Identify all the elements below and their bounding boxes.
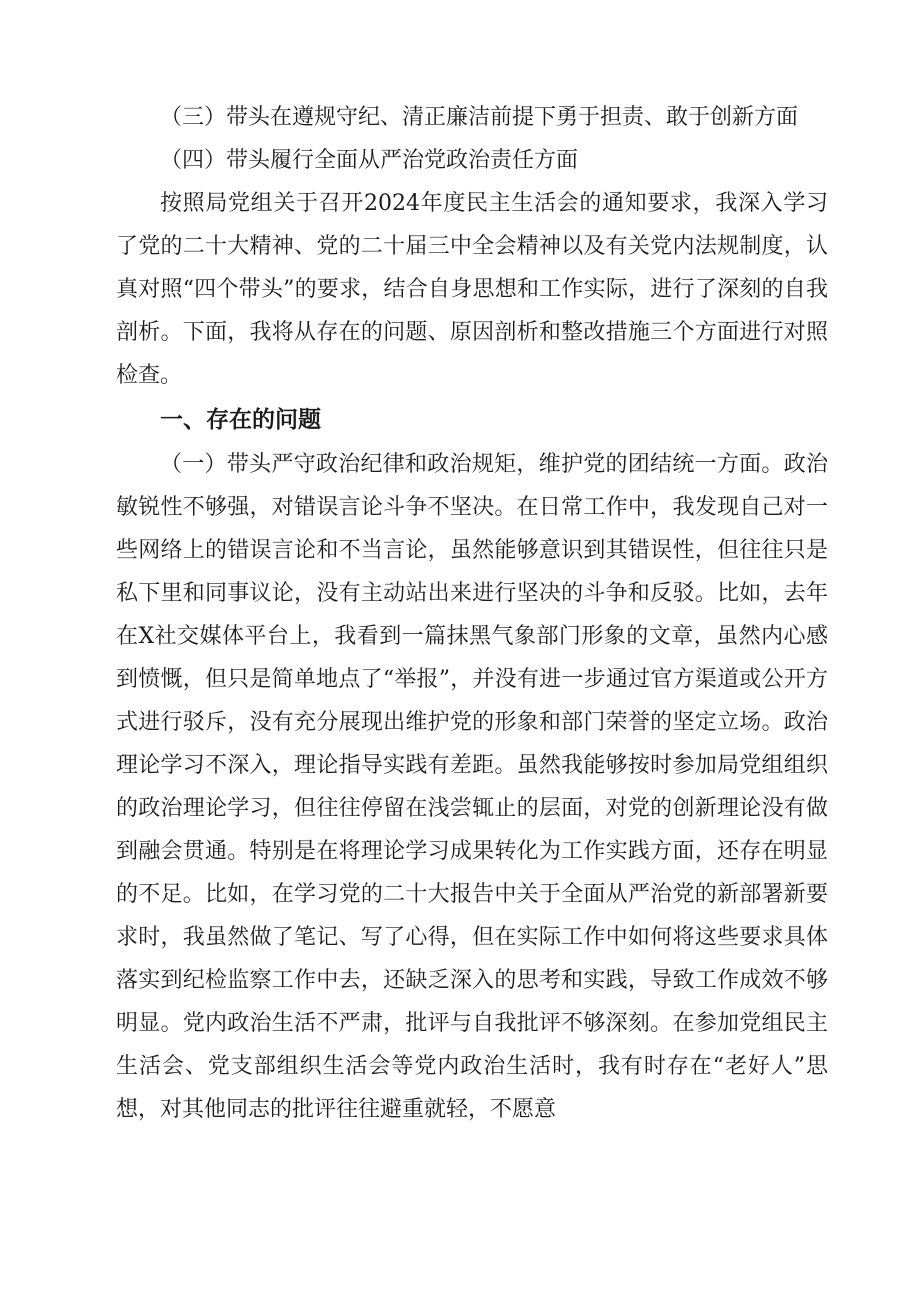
paragraph-item-4: （四）带头履行全面从严治党政治责任方面 — [160, 148, 579, 173]
body-text: 政治敏锐性不够强，对错误言论斗争不坚决。在日常工作中，我发现自己对一些网络上的错误言论和不当言论，虽然能够意识到其错误性，但往往只是私下里和同事议论，没有主动站出来进行坚决的斗争和反驳。比如，去年在X社交媒体平台上，我看到一篇抹黑气象部门形象的文章，虽然内心感到愤慨，但只是简单地点了“举报”，并没有进一步通过官方渠道或公开方式进行驳斥，没有充分展现出维护党的形象和部门荣誉的坚定立场。政治理论学习不深入，理论指导实践有差距。虽然我能够按时参加局党组组织的政治理论学习，但往往停留在浅尝辄止的层面，对党的创新理论没有做到融会贯通。特别是在将理论学习成果转化为工作实践方面，还存在明显的不足。比如，在学习党的二十大报告中关于全面从严治党的新部署新要求时，我虽然做了笔记、写了心得，但在实际工作中如何将这些要求具体落实到纪检监察工作中去，还缺乏深入的思考和实践，导致工作成效不够明显。党内政治生活不严肃，批评与自我批评不够深刻。在参加党组民主生活会、党支部组织生活会等党内政治生活时，我有时存在“老好人”思想，对其他同志的批评往往避重就轻，不愿意 — [116, 452, 828, 1122]
section-heading-problems: 一、存在的问题 — [160, 407, 321, 433]
subheading-text: （一）带头严守政治纪律和政治规矩，维护党的团结统一方面。 — [160, 452, 784, 477]
intro-paragraph: 按照局党组关于召开2024年度民主生活会的通知要求，我深入学习了党的二十大精神、党的二十届三中全会精神以及有关党内法规制度，认真对照“四个带头”的要求，结合自身思想和工作实际，进行了深刻的自我剖析。下面，我将从存在的问题、原因剖析和整改措施三个方面进行对照检查。 — [116, 191, 828, 388]
document-body — [116, 96, 828, 1131]
paragraph-item-3: （三）带头在遵规守纪、清正廉洁前提下勇于担责、敢于创新方面 — [160, 105, 799, 130]
body-paragraph — [116, 443, 828, 1131]
